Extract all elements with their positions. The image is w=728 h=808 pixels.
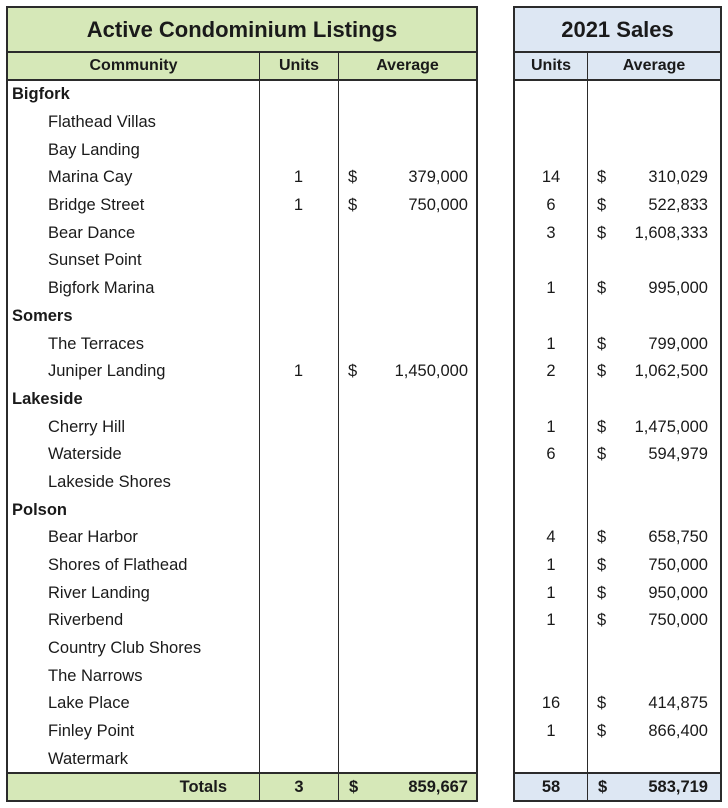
sales-row (515, 109, 720, 137)
sales-currency: $ (597, 196, 607, 215)
average-column-header: Average (338, 53, 476, 79)
sales-average: 866,400 (648, 722, 708, 741)
community-name: Finley Point (48, 722, 135, 741)
community-name: Lake Place (48, 694, 130, 713)
sales-average-header: Average (587, 53, 720, 79)
sales-row (515, 552, 720, 580)
sales-units: 6 (546, 196, 556, 215)
table-row (8, 718, 476, 746)
table-row (8, 247, 476, 275)
community-column-header: Community (89, 57, 178, 74)
active-listings-title: Active Condominium Listings (8, 8, 476, 53)
listing-units: 1 (293, 168, 304, 187)
sales-units: 4 (546, 528, 556, 547)
totals-average: 859,667 (408, 777, 468, 796)
table-row (8, 746, 476, 774)
listing-currency: $ (348, 168, 358, 187)
listing-currency: $ (348, 362, 358, 381)
community-name: Bay Landing (48, 140, 140, 159)
sales-totals-units: 58 (541, 777, 561, 796)
active-totals-row (8, 772, 476, 800)
table-row (8, 441, 476, 469)
sales-row (515, 275, 720, 303)
sales-row (515, 219, 720, 247)
sales-title: 2021 Sales (515, 8, 720, 53)
table-row (8, 330, 476, 358)
table-row (8, 579, 476, 607)
table-row (8, 413, 476, 441)
community-name: Bear Dance (48, 223, 136, 242)
sales-row (515, 192, 720, 220)
sales-table (513, 6, 722, 802)
sales-units: 3 (546, 223, 556, 242)
listing-units: 1 (293, 362, 304, 381)
sales-currency: $ (597, 583, 607, 602)
sales-average: 658,750 (648, 528, 708, 547)
sales-totals-currency: $ (598, 777, 608, 796)
sales-average: 310,029 (648, 168, 708, 187)
table-row (8, 219, 476, 247)
table-row (8, 552, 476, 580)
sales-units: 1 (546, 334, 556, 353)
active-listings-body (8, 81, 476, 772)
community-name: Bear Harbor (48, 528, 138, 547)
sales-row (515, 164, 720, 192)
active-listings-table (6, 6, 478, 802)
sales-average: 1,062,500 (634, 362, 708, 381)
sales-average: 522,833 (648, 196, 708, 215)
sales-units: 1 (546, 583, 556, 602)
sales-average: 799,000 (648, 334, 708, 353)
sales-row (515, 413, 720, 441)
community-name: Bigfork Marina (48, 279, 155, 298)
listing-average: 750,000 (408, 196, 468, 215)
sales-currency: $ (597, 168, 607, 187)
sales-currency: $ (597, 362, 607, 381)
sales-currency: $ (597, 334, 607, 353)
sales-average: 1,608,333 (634, 223, 708, 242)
sales-currency: $ (597, 528, 607, 547)
table-row (8, 136, 476, 164)
sales-average: 750,000 (648, 611, 708, 630)
sales-currency: $ (597, 556, 607, 575)
table-row (8, 662, 476, 690)
sales-average: 995,000 (648, 279, 708, 298)
community-name: Shores of Flathead (48, 556, 188, 575)
table-row (8, 524, 476, 552)
sales-row (515, 386, 720, 414)
table-row (8, 469, 476, 497)
sales-units: 2 (546, 362, 556, 381)
table-row (8, 358, 476, 386)
table-row (8, 109, 476, 137)
listing-currency: $ (348, 196, 358, 215)
sales-units: 14 (541, 168, 561, 187)
community-name: Country Club Shores (48, 639, 202, 658)
sales-totals-average: 583,719 (648, 777, 708, 796)
sales-currency: $ (597, 722, 607, 741)
sales-currency: $ (597, 694, 607, 713)
sales-units: 1 (546, 417, 556, 436)
sales-totals-row (515, 772, 720, 800)
sales-row (515, 136, 720, 164)
area-name: Polson (12, 500, 68, 519)
sales-currency: $ (597, 445, 607, 464)
area-name: Bigfork (12, 85, 70, 104)
units-column-header: Units (259, 53, 338, 79)
sales-units: 1 (546, 722, 556, 741)
group-row (8, 81, 476, 109)
community-name: Watermark (48, 749, 129, 768)
sales-currency: $ (597, 223, 607, 242)
totals-currency: $ (349, 777, 359, 796)
sales-header (515, 53, 720, 81)
sales-units: 16 (541, 694, 561, 713)
sales-currency: $ (597, 611, 607, 630)
table-row (8, 192, 476, 220)
table-row (8, 164, 476, 192)
community-name: River Landing (48, 583, 150, 602)
sales-row (515, 358, 720, 386)
community-name: Waterside (48, 445, 122, 464)
sales-row (515, 469, 720, 497)
table-row (8, 635, 476, 663)
sales-currency: $ (597, 417, 607, 436)
community-name: Cherry Hill (48, 417, 126, 436)
sales-row (515, 690, 720, 718)
listing-average: 379,000 (408, 168, 468, 187)
table-row (8, 607, 476, 635)
sales-row (515, 330, 720, 358)
community-name: Bridge Street (48, 196, 145, 215)
sales-average: 950,000 (648, 583, 708, 602)
group-row (8, 303, 476, 331)
community-name: Marina Cay (48, 168, 133, 187)
sales-row (515, 524, 720, 552)
community-name: Riverbend (48, 611, 124, 630)
sales-row (515, 746, 720, 774)
sales-units: 1 (546, 279, 556, 298)
sales-row (515, 662, 720, 690)
table-row (8, 690, 476, 718)
sales-average: 594,979 (648, 445, 708, 464)
sales-body (515, 81, 720, 772)
listing-average: 1,450,000 (394, 362, 468, 381)
group-row (8, 496, 476, 524)
community-name: Sunset Point (48, 251, 142, 270)
sales-row (515, 718, 720, 746)
sales-row (515, 635, 720, 663)
area-name: Lakeside (12, 389, 83, 408)
area-name: Somers (12, 306, 73, 325)
active-listings-header (8, 53, 476, 81)
group-row (8, 386, 476, 414)
sales-row (515, 441, 720, 469)
community-name: The Terraces (48, 334, 144, 353)
community-name: The Narrows (48, 666, 143, 685)
sales-row (515, 496, 720, 524)
sales-average: 750,000 (648, 556, 708, 575)
totals-label: Totals (179, 777, 227, 796)
sales-units: 6 (546, 445, 556, 464)
table-row (8, 275, 476, 303)
sales-row (515, 607, 720, 635)
sales-units: 1 (546, 611, 556, 630)
sales-row (515, 247, 720, 275)
sales-units-header: Units (531, 57, 571, 74)
sales-average: 414,875 (648, 694, 708, 713)
sales-average: 1,475,000 (634, 417, 708, 436)
community-name: Lakeside Shores (48, 472, 171, 491)
totals-units: 3 (259, 774, 338, 800)
sales-row (515, 579, 720, 607)
community-name: Juniper Landing (48, 362, 166, 381)
sales-currency: $ (597, 279, 607, 298)
sales-row (515, 81, 720, 109)
sales-units: 1 (546, 556, 556, 575)
sales-row (515, 303, 720, 331)
listing-units: 1 (293, 196, 304, 215)
community-name: Flathead Villas (48, 113, 156, 132)
